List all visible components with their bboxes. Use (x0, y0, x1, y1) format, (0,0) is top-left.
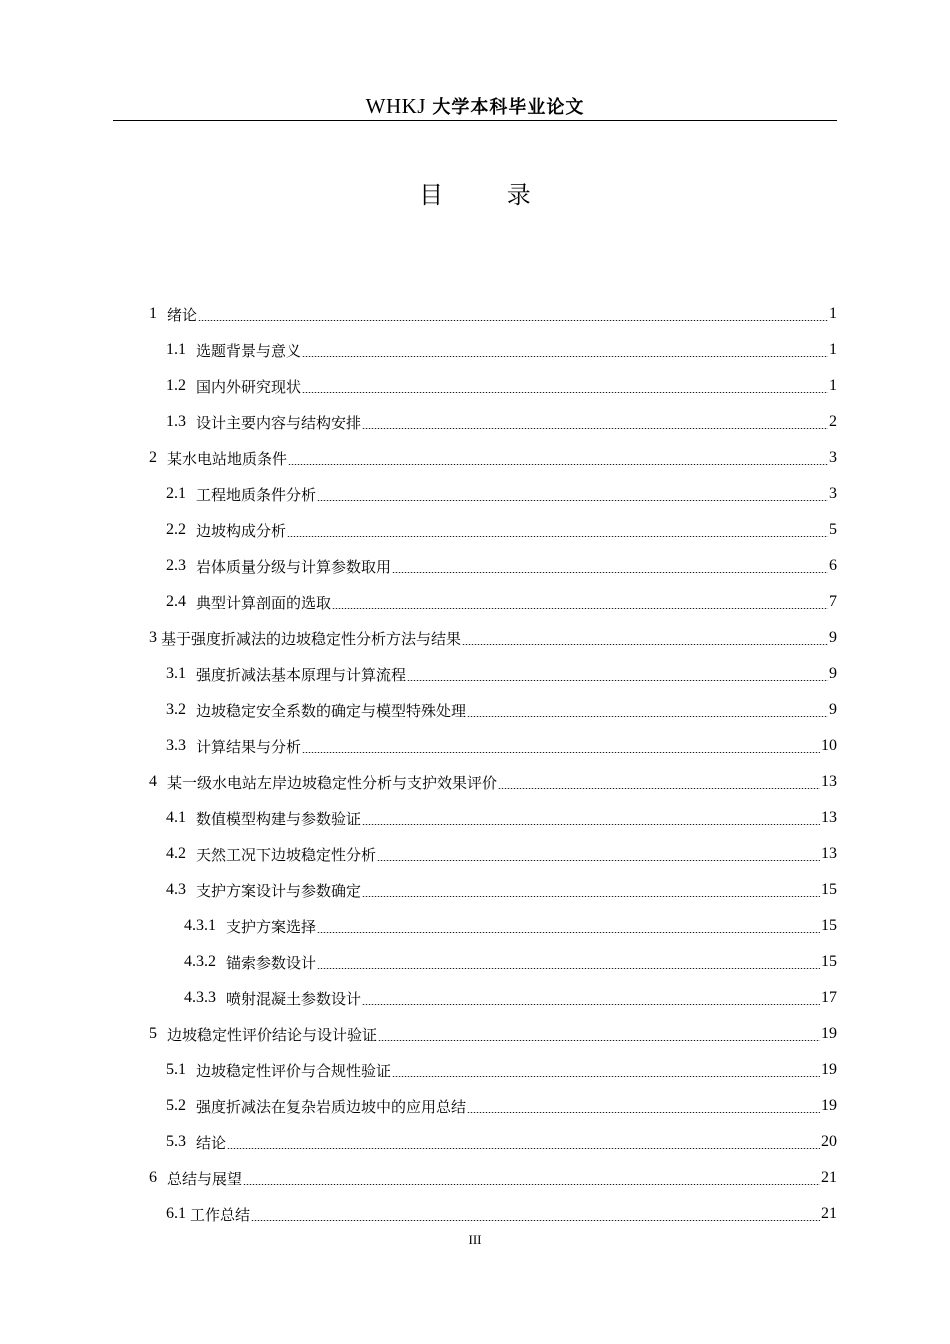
toc-entry[interactable] (149, 368, 837, 404)
toc-entry-number: 6.1 (166, 1205, 186, 1222)
toc-entry-page: 7 (829, 593, 837, 610)
toc-entry-number: 4.3.1 (184, 917, 216, 934)
toc-entry[interactable] (149, 1016, 837, 1052)
toc-entry-title: 边坡稳定性评价结论与设计验证 (167, 1025, 378, 1044)
toc-entry-page: 15 (821, 953, 837, 970)
toc-entry[interactable] (149, 980, 837, 1016)
toc-entry[interactable] (149, 872, 837, 908)
toc-entry-page: 5 (829, 521, 837, 538)
toc-entry-number: 2.1 (166, 485, 186, 502)
toc-dot-leader (332, 608, 828, 609)
toc-entry[interactable] (149, 296, 837, 332)
toc-entry-page: 15 (821, 881, 837, 898)
page-title: 目 录 (419, 181, 559, 209)
toc-entry-title: 设计主要内容与结构安排 (196, 413, 362, 432)
toc-entry-page: 13 (821, 773, 837, 790)
toc-entry-number: 5 (149, 1025, 157, 1042)
toc-entry-page: 1 (829, 377, 837, 394)
toc-entry[interactable] (149, 1088, 837, 1124)
toc-entry-title: 支护方案设计与参数确定 (196, 881, 362, 900)
toc-dot-leader (362, 824, 820, 825)
toc-entry-number: 5.1 (166, 1061, 186, 1078)
header-left: WHKJ (365, 94, 426, 118)
toc-entry-title: 支护方案选择 (226, 917, 317, 936)
toc-entry-number: 5.2 (166, 1097, 186, 1114)
toc-entry-page: 2 (829, 413, 837, 430)
toc-entry-title: 岩体质量分级与计算参数取用 (196, 557, 392, 576)
toc-entry-title: 强度折减法在复杂岩质边坡中的应用总结 (196, 1097, 467, 1116)
toc-entry-page: 9 (829, 701, 837, 718)
toc-entry[interactable] (149, 728, 837, 764)
toc-dot-leader (467, 1112, 820, 1113)
toc-entry[interactable] (149, 1052, 837, 1088)
toc-dot-leader (198, 320, 828, 321)
header-rule (113, 120, 837, 121)
toc-entry-number: 6 (149, 1169, 157, 1186)
toc-dot-leader (317, 932, 820, 933)
toc-entry-title: 边坡稳定性评价与合规性验证 (196, 1061, 392, 1080)
toc-entry[interactable] (149, 944, 837, 980)
toc-entry-page: 3 (829, 485, 837, 502)
toc-dot-leader (462, 644, 828, 645)
toc-entry-number: 3 (149, 629, 157, 646)
toc-dot-leader (251, 1220, 820, 1221)
toc-entry-title: 典型计算剖面的选取 (196, 593, 332, 612)
toc-dot-leader (362, 896, 820, 897)
toc-entry-page: 9 (829, 629, 837, 646)
toc-dot-leader (362, 428, 828, 429)
toc-entry-title: 基于强度折减法的边坡稳定性分析方法与结果 (161, 629, 462, 648)
running-header (113, 92, 837, 120)
toc-dot-leader (392, 1076, 820, 1077)
toc-entry-number: 4.1 (166, 809, 186, 826)
toc-entry[interactable] (149, 1160, 837, 1196)
toc-entry-page: 3 (829, 449, 837, 466)
toc-dot-leader (498, 788, 820, 789)
toc-entry[interactable] (149, 584, 837, 620)
toc-dot-leader (377, 860, 820, 861)
toc-entry-title: 某一级水电站左岸边坡稳定性分析与支护效果评价 (167, 773, 498, 792)
toc-entry-title: 国内外研究现状 (196, 377, 302, 396)
toc-entry-page: 17 (821, 989, 837, 1006)
toc-entry-page: 9 (829, 665, 837, 682)
toc-entry[interactable] (149, 1124, 837, 1160)
toc-dot-leader (227, 1148, 820, 1149)
toc-entry-number: 3.1 (166, 665, 186, 682)
toc-entry-number: 4 (149, 773, 157, 790)
table-of-contents (149, 296, 837, 1232)
toc-entry[interactable] (149, 440, 837, 476)
toc-entry-title: 强度折减法基本原理与计算流程 (196, 665, 407, 684)
toc-entry-number: 3.2 (166, 701, 186, 718)
toc-entry-title: 喷射混凝土参数设计 (226, 989, 362, 1008)
toc-entry[interactable] (149, 1196, 837, 1232)
toc-entry-page: 19 (821, 1061, 837, 1078)
toc-entry-number: 4.3 (166, 881, 186, 898)
toc-entry[interactable] (149, 908, 837, 944)
toc-dot-leader (302, 392, 828, 393)
toc-entry-number: 3.3 (166, 737, 186, 754)
toc-dot-leader (288, 464, 828, 465)
toc-entry-page: 10 (821, 737, 837, 754)
toc-entry-title: 锚索参数设计 (226, 953, 317, 972)
toc-entry-number: 1.1 (166, 341, 186, 358)
toc-entry-page: 1 (829, 341, 837, 358)
toc-entry-page: 15 (821, 917, 837, 934)
toc-dot-leader (392, 572, 828, 573)
toc-dot-leader (302, 752, 820, 753)
toc-entry[interactable] (149, 656, 837, 692)
toc-dot-leader (378, 1040, 820, 1041)
toc-entry-page: 20 (821, 1133, 837, 1150)
toc-dot-leader (287, 536, 828, 537)
toc-entry[interactable] (149, 548, 837, 584)
toc-entry[interactable] (149, 692, 837, 728)
toc-entry-page: 19 (821, 1025, 837, 1042)
page-number: III (468, 1232, 482, 1247)
toc-entry-number: 2.3 (166, 557, 186, 574)
toc-entry-number: 4.3.3 (184, 989, 216, 1006)
toc-entry-number: 4.3.2 (184, 953, 216, 970)
toc-entry-number: 5.3 (166, 1133, 186, 1150)
toc-dot-leader (317, 968, 820, 969)
toc-entry-title: 边坡构成分析 (196, 521, 287, 540)
toc-entry[interactable] (149, 476, 837, 512)
toc-entry-title: 选题背景与意义 (196, 341, 302, 360)
toc-entry[interactable] (149, 836, 837, 872)
toc-entry-page: 13 (821, 845, 837, 862)
toc-entry-title: 数值模型构建与参数验证 (196, 809, 362, 828)
toc-dot-leader (407, 680, 828, 681)
toc-entry-page: 21 (821, 1205, 837, 1222)
toc-entry-title: 总结与展望 (167, 1169, 243, 1188)
toc-entry-number: 1.3 (166, 413, 186, 430)
toc-entry-title: 计算结果与分析 (196, 737, 302, 756)
toc-entry-page: 19 (821, 1097, 837, 1114)
toc-dot-leader (317, 500, 828, 501)
toc-entry-number: 2 (149, 449, 157, 466)
toc-dot-leader (467, 716, 828, 717)
toc-dot-leader (302, 356, 828, 357)
toc-entry-page: 21 (821, 1169, 837, 1186)
toc-entry[interactable] (149, 620, 837, 656)
toc-entry-title: 工程地质条件分析 (196, 485, 317, 504)
toc-entry[interactable] (149, 332, 837, 368)
toc-entry-page: 13 (821, 809, 837, 826)
toc-entry-page: 1 (829, 305, 837, 322)
toc-dot-leader (362, 1004, 820, 1005)
toc-entry-title: 结论 (196, 1133, 227, 1152)
toc-entry-number: 1 (149, 305, 157, 322)
toc-entry-title: 工作总结 (190, 1205, 251, 1224)
header-right: 大学本科毕业论文 (432, 97, 585, 118)
toc-entry-page: 6 (829, 557, 837, 574)
toc-entry-number: 4.2 (166, 845, 186, 862)
toc-entry[interactable] (149, 404, 837, 440)
toc-entry-title: 天然工况下边坡稳定性分析 (196, 845, 377, 864)
toc-entry-number: 2.2 (166, 521, 186, 538)
toc-entry[interactable] (149, 800, 837, 836)
toc-entry-title: 边坡稳定安全系数的确定与模型特殊处理 (196, 701, 467, 720)
toc-entry-title: 绪论 (167, 305, 198, 324)
toc-dot-leader (243, 1184, 820, 1185)
toc-entry[interactable] (149, 764, 837, 800)
toc-entry[interactable] (149, 512, 837, 548)
toc-entry-number: 2.4 (166, 593, 186, 610)
toc-entry-title: 某水电站地质条件 (167, 449, 288, 468)
toc-entry-number: 1.2 (166, 377, 186, 394)
